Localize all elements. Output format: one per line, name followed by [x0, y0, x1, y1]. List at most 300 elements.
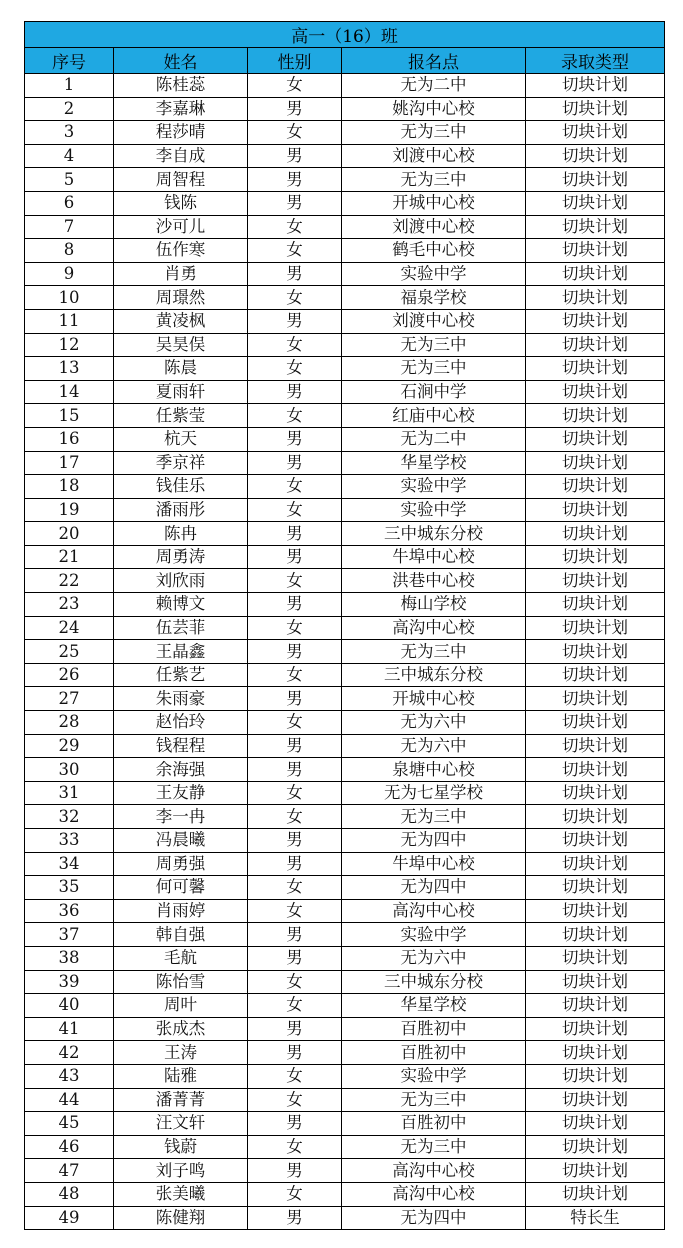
cell-name: 任紫莹	[114, 404, 248, 428]
cell-name: 周智程	[114, 168, 248, 192]
cell-admission-type: 切块计划	[526, 1182, 665, 1206]
cell-gender: 男	[248, 829, 342, 853]
table-row	[25, 144, 665, 168]
cell-gender: 女	[248, 781, 342, 805]
cell-admission-type: 切块计划	[526, 97, 665, 121]
cell-gender: 男	[248, 545, 342, 569]
cell-index: 17	[25, 451, 114, 475]
cell-name: 吴昊俣	[114, 333, 248, 357]
cell-admission-type: 切块计划	[526, 946, 665, 970]
cell-registration-site: 实验中学	[342, 1064, 526, 1088]
table-row	[25, 640, 665, 664]
cell-registration-site: 无为三中	[342, 805, 526, 829]
header-admission-type: 录取类型	[526, 48, 665, 74]
cell-registration-site: 无为三中	[342, 640, 526, 664]
cell-index: 5	[25, 168, 114, 192]
cell-admission-type: 切块计划	[526, 239, 665, 263]
table-row	[25, 899, 665, 923]
cell-registration-site: 无为二中	[342, 74, 526, 98]
cell-index: 10	[25, 286, 114, 310]
cell-registration-site: 实验中学	[342, 475, 526, 499]
cell-admission-type: 切块计划	[526, 687, 665, 711]
table-row	[25, 687, 665, 711]
cell-gender: 男	[248, 451, 342, 475]
cell-index: 23	[25, 593, 114, 617]
cell-index: 47	[25, 1159, 114, 1183]
cell-name: 潘雨彤	[114, 498, 248, 522]
cell-admission-type: 切块计划	[526, 121, 665, 145]
table-row	[25, 758, 665, 782]
cell-gender: 男	[248, 923, 342, 947]
cell-gender: 男	[248, 1206, 342, 1230]
cell-admission-type: 切块计划	[526, 427, 665, 451]
table-row	[25, 427, 665, 451]
cell-name: 陈冉	[114, 522, 248, 546]
cell-registration-site: 百胜初中	[342, 1112, 526, 1136]
cell-name: 夏雨轩	[114, 380, 248, 404]
cell-admission-type: 切块计划	[526, 1112, 665, 1136]
cell-name: 周璟然	[114, 286, 248, 310]
cell-index: 16	[25, 427, 114, 451]
cell-admission-type: 切块计划	[526, 498, 665, 522]
cell-registration-site: 姚沟中心校	[342, 97, 526, 121]
cell-gender: 女	[248, 711, 342, 735]
cell-gender: 男	[248, 1017, 342, 1041]
table-row	[25, 781, 665, 805]
cell-index: 7	[25, 215, 114, 239]
cell-admission-type: 切块计划	[526, 262, 665, 286]
cell-registration-site: 三中城东分校	[342, 663, 526, 687]
table-row	[25, 1182, 665, 1206]
cell-index: 35	[25, 876, 114, 900]
cell-admission-type: 切块计划	[526, 1135, 665, 1159]
cell-name: 陈桂蕊	[114, 74, 248, 98]
cell-gender: 女	[248, 994, 342, 1018]
cell-name: 钱佳乐	[114, 475, 248, 499]
cell-registration-site: 无为七星学校	[342, 781, 526, 805]
cell-name: 周勇强	[114, 852, 248, 876]
cell-gender: 女	[248, 616, 342, 640]
table-row	[25, 805, 665, 829]
table-row	[25, 1088, 665, 1112]
header-row	[25, 48, 665, 74]
cell-gender: 男	[248, 946, 342, 970]
table-row	[25, 1206, 665, 1230]
cell-registration-site: 开城中心校	[342, 191, 526, 215]
table-row	[25, 498, 665, 522]
cell-gender: 男	[248, 144, 342, 168]
cell-name: 李自成	[114, 144, 248, 168]
cell-name: 李一冉	[114, 805, 248, 829]
cell-name: 杭天	[114, 427, 248, 451]
cell-admission-type: 切块计划	[526, 475, 665, 499]
cell-name: 周勇涛	[114, 545, 248, 569]
cell-registration-site: 高沟中心校	[342, 616, 526, 640]
cell-index: 4	[25, 144, 114, 168]
cell-index: 31	[25, 781, 114, 805]
cell-index: 37	[25, 923, 114, 947]
cell-index: 30	[25, 758, 114, 782]
cell-index: 14	[25, 380, 114, 404]
cell-registration-site: 无为三中	[342, 1088, 526, 1112]
cell-registration-site: 无为四中	[342, 829, 526, 853]
cell-gender: 男	[248, 758, 342, 782]
cell-registration-site: 无为六中	[342, 946, 526, 970]
cell-gender: 男	[248, 380, 342, 404]
cell-name: 余海强	[114, 758, 248, 782]
cell-admission-type: 切块计划	[526, 852, 665, 876]
cell-index: 33	[25, 829, 114, 853]
cell-index: 9	[25, 262, 114, 286]
cell-name: 刘欣雨	[114, 569, 248, 593]
table-row	[25, 451, 665, 475]
cell-admission-type: 切块计划	[526, 168, 665, 192]
table-row	[25, 191, 665, 215]
cell-gender: 女	[248, 121, 342, 145]
table-row	[25, 262, 665, 286]
cell-registration-site: 高沟中心校	[342, 1182, 526, 1206]
cell-admission-type: 切块计划	[526, 215, 665, 239]
cell-index: 2	[25, 97, 114, 121]
table-row	[25, 215, 665, 239]
cell-name: 朱雨豪	[114, 687, 248, 711]
cell-admission-type: 切块计划	[526, 74, 665, 98]
cell-admission-type: 切块计划	[526, 451, 665, 475]
cell-name: 黄凌枫	[114, 309, 248, 333]
cell-index: 21	[25, 545, 114, 569]
cell-index: 13	[25, 357, 114, 381]
table-row	[25, 616, 665, 640]
cell-admission-type: 切块计划	[526, 357, 665, 381]
cell-gender: 女	[248, 1182, 342, 1206]
cell-registration-site: 无为六中	[342, 734, 526, 758]
table-row	[25, 1064, 665, 1088]
header-registration-site: 报名点	[342, 48, 526, 74]
cell-registration-site: 无为三中	[342, 333, 526, 357]
cell-registration-site: 红庙中心校	[342, 404, 526, 428]
cell-registration-site: 无为三中	[342, 1135, 526, 1159]
cell-registration-site: 百胜初中	[342, 1017, 526, 1041]
cell-name: 汪文轩	[114, 1112, 248, 1136]
table-row	[25, 333, 665, 357]
cell-registration-site: 牛埠中心校	[342, 545, 526, 569]
table-row	[25, 286, 665, 310]
cell-gender: 女	[248, 970, 342, 994]
cell-index: 18	[25, 475, 114, 499]
cell-registration-site: 百胜初中	[342, 1041, 526, 1065]
cell-gender: 女	[248, 1135, 342, 1159]
cell-admission-type: 切块计划	[526, 191, 665, 215]
roster-body	[25, 74, 665, 1230]
header-index: 序号	[25, 48, 114, 74]
cell-index: 11	[25, 309, 114, 333]
table-row	[25, 239, 665, 263]
cell-admission-type: 切块计划	[526, 545, 665, 569]
cell-registration-site: 梅山学校	[342, 593, 526, 617]
cell-name: 王涛	[114, 1041, 248, 1065]
header-name: 姓名	[114, 48, 248, 74]
cell-admission-type: 切块计划	[526, 640, 665, 664]
cell-admission-type: 切块计划	[526, 309, 665, 333]
cell-name: 任紫艺	[114, 663, 248, 687]
cell-gender: 女	[248, 899, 342, 923]
cell-index: 3	[25, 121, 114, 145]
cell-gender: 女	[248, 286, 342, 310]
cell-index: 41	[25, 1017, 114, 1041]
cell-admission-type: 切块计划	[526, 876, 665, 900]
cell-registration-site: 洪巷中心校	[342, 569, 526, 593]
cell-registration-site: 三中城东分校	[342, 522, 526, 546]
table-row	[25, 309, 665, 333]
table-row	[25, 970, 665, 994]
cell-admission-type: 切块计划	[526, 805, 665, 829]
cell-gender: 女	[248, 74, 342, 98]
cell-name: 伍作寒	[114, 239, 248, 263]
cell-index: 25	[25, 640, 114, 664]
cell-index: 48	[25, 1182, 114, 1206]
cell-gender: 男	[248, 687, 342, 711]
cell-gender: 女	[248, 569, 342, 593]
cell-gender: 男	[248, 522, 342, 546]
cell-registration-site: 鹤毛中心校	[342, 239, 526, 263]
cell-registration-site: 泉塘中心校	[342, 758, 526, 782]
table-row	[25, 852, 665, 876]
cell-index: 40	[25, 994, 114, 1018]
cell-admission-type: 切块计划	[526, 899, 665, 923]
cell-name: 陈晨	[114, 357, 248, 381]
cell-registration-site: 无为三中	[342, 357, 526, 381]
cell-gender: 女	[248, 404, 342, 428]
cell-index: 28	[25, 711, 114, 735]
cell-index: 19	[25, 498, 114, 522]
cell-name: 潘菁菁	[114, 1088, 248, 1112]
cell-gender: 女	[248, 239, 342, 263]
cell-registration-site: 刘渡中心校	[342, 215, 526, 239]
cell-registration-site: 实验中学	[342, 262, 526, 286]
cell-admission-type: 切块计划	[526, 711, 665, 735]
cell-index: 20	[25, 522, 114, 546]
table-title: 高一（16）班	[25, 22, 665, 48]
cell-gender: 女	[248, 357, 342, 381]
cell-name: 王友静	[114, 781, 248, 805]
cell-name: 陆雅	[114, 1064, 248, 1088]
cell-index: 12	[25, 333, 114, 357]
cell-name: 何可馨	[114, 876, 248, 900]
cell-index: 44	[25, 1088, 114, 1112]
cell-gender: 男	[248, 593, 342, 617]
table-row	[25, 357, 665, 381]
table-row	[25, 1159, 665, 1183]
class-roster-table	[24, 21, 665, 1230]
cell-admission-type: 切块计划	[526, 1064, 665, 1088]
cell-admission-type: 切块计划	[526, 781, 665, 805]
table-row	[25, 380, 665, 404]
cell-name: 肖雨婷	[114, 899, 248, 923]
cell-admission-type: 切块计划	[526, 970, 665, 994]
cell-index: 22	[25, 569, 114, 593]
table-row	[25, 711, 665, 735]
cell-index: 36	[25, 899, 114, 923]
table-row	[25, 663, 665, 687]
cell-gender: 女	[248, 215, 342, 239]
table-row	[25, 121, 665, 145]
cell-gender: 男	[248, 1112, 342, 1136]
cell-admission-type: 切块计划	[526, 1041, 665, 1065]
cell-admission-type: 切块计划	[526, 923, 665, 947]
cell-index: 24	[25, 616, 114, 640]
table-row	[25, 569, 665, 593]
cell-name: 张成杰	[114, 1017, 248, 1041]
cell-name: 周叶	[114, 994, 248, 1018]
cell-index: 49	[25, 1206, 114, 1230]
table-row	[25, 923, 665, 947]
table-row	[25, 593, 665, 617]
cell-admission-type: 特长生	[526, 1206, 665, 1230]
cell-index: 1	[25, 74, 114, 98]
cell-registration-site: 华星学校	[342, 994, 526, 1018]
cell-index: 29	[25, 734, 114, 758]
cell-name: 程莎晴	[114, 121, 248, 145]
cell-admission-type: 切块计划	[526, 286, 665, 310]
table-row	[25, 168, 665, 192]
cell-gender: 男	[248, 427, 342, 451]
cell-index: 26	[25, 663, 114, 687]
cell-name: 钱蔚	[114, 1135, 248, 1159]
cell-registration-site: 刘渡中心校	[342, 309, 526, 333]
cell-index: 45	[25, 1112, 114, 1136]
cell-index: 46	[25, 1135, 114, 1159]
cell-admission-type: 切块计划	[526, 593, 665, 617]
header-gender: 性别	[248, 48, 342, 74]
cell-name: 肖勇	[114, 262, 248, 286]
cell-registration-site: 华星学校	[342, 451, 526, 475]
title-row	[25, 22, 665, 48]
table-row	[25, 946, 665, 970]
cell-admission-type: 切块计划	[526, 404, 665, 428]
cell-admission-type: 切块计划	[526, 380, 665, 404]
cell-gender: 女	[248, 805, 342, 829]
cell-gender: 女	[248, 663, 342, 687]
cell-registration-site: 无为三中	[342, 121, 526, 145]
cell-registration-site: 实验中学	[342, 923, 526, 947]
cell-gender: 男	[248, 168, 342, 192]
cell-index: 38	[25, 946, 114, 970]
cell-name: 陈健翔	[114, 1206, 248, 1230]
cell-gender: 男	[248, 640, 342, 664]
table-row	[25, 1017, 665, 1041]
cell-name: 李嘉琳	[114, 97, 248, 121]
cell-admission-type: 切块计划	[526, 994, 665, 1018]
cell-admission-type: 切块计划	[526, 663, 665, 687]
cell-index: 6	[25, 191, 114, 215]
cell-registration-site: 福泉学校	[342, 286, 526, 310]
cell-registration-site: 无为二中	[342, 427, 526, 451]
cell-gender: 男	[248, 309, 342, 333]
table-row	[25, 734, 665, 758]
cell-registration-site: 刘渡中心校	[342, 144, 526, 168]
cell-registration-site: 无为六中	[342, 711, 526, 735]
table-row	[25, 475, 665, 499]
cell-admission-type: 切块计划	[526, 522, 665, 546]
table-row	[25, 829, 665, 853]
cell-gender: 女	[248, 333, 342, 357]
table-row	[25, 1041, 665, 1065]
cell-registration-site: 无为四中	[342, 1206, 526, 1230]
cell-name: 刘子鸣	[114, 1159, 248, 1183]
cell-registration-site: 三中城东分校	[342, 970, 526, 994]
cell-registration-site: 无为三中	[342, 168, 526, 192]
cell-admission-type: 切块计划	[526, 569, 665, 593]
cell-admission-type: 切块计划	[526, 1017, 665, 1041]
cell-gender: 男	[248, 191, 342, 215]
table-row	[25, 1112, 665, 1136]
cell-admission-type: 切块计划	[526, 758, 665, 782]
cell-name: 钱程程	[114, 734, 248, 758]
cell-admission-type: 切块计划	[526, 1088, 665, 1112]
cell-registration-site: 无为四中	[342, 876, 526, 900]
cell-name: 伍芸菲	[114, 616, 248, 640]
cell-registration-site: 高沟中心校	[342, 899, 526, 923]
cell-registration-site: 高沟中心校	[342, 1159, 526, 1183]
cell-gender: 男	[248, 1041, 342, 1065]
cell-gender: 女	[248, 498, 342, 522]
cell-name: 赖博文	[114, 593, 248, 617]
cell-name: 毛航	[114, 946, 248, 970]
cell-admission-type: 切块计划	[526, 1159, 665, 1183]
cell-registration-site: 实验中学	[342, 498, 526, 522]
cell-name: 王晶鑫	[114, 640, 248, 664]
table-row	[25, 522, 665, 546]
cell-admission-type: 切块计划	[526, 829, 665, 853]
cell-index: 39	[25, 970, 114, 994]
table-row	[25, 97, 665, 121]
cell-gender: 男	[248, 262, 342, 286]
cell-gender: 男	[248, 1159, 342, 1183]
table-row	[25, 1135, 665, 1159]
cell-index: 34	[25, 852, 114, 876]
cell-name: 张美曦	[114, 1182, 248, 1206]
cell-name: 季京祥	[114, 451, 248, 475]
cell-gender: 女	[248, 876, 342, 900]
cell-name: 陈怡雪	[114, 970, 248, 994]
cell-name: 钱陈	[114, 191, 248, 215]
cell-gender: 女	[248, 1064, 342, 1088]
cell-admission-type: 切块计划	[526, 333, 665, 357]
cell-index: 42	[25, 1041, 114, 1065]
cell-admission-type: 切块计划	[526, 144, 665, 168]
cell-admission-type: 切块计划	[526, 616, 665, 640]
cell-name: 韩自强	[114, 923, 248, 947]
cell-index: 8	[25, 239, 114, 263]
table-row	[25, 74, 665, 98]
cell-name: 赵怡玲	[114, 711, 248, 735]
table-row	[25, 876, 665, 900]
cell-index: 27	[25, 687, 114, 711]
cell-name: 沙可儿	[114, 215, 248, 239]
cell-registration-site: 石涧中学	[342, 380, 526, 404]
cell-gender: 男	[248, 97, 342, 121]
table-row	[25, 994, 665, 1018]
cell-name: 冯晨曦	[114, 829, 248, 853]
cell-gender: 女	[248, 475, 342, 499]
table-row	[25, 545, 665, 569]
cell-gender: 女	[248, 1088, 342, 1112]
cell-index: 43	[25, 1064, 114, 1088]
roster-sheet	[24, 21, 664, 1230]
cell-gender: 男	[248, 734, 342, 758]
cell-admission-type: 切块计划	[526, 734, 665, 758]
cell-index: 15	[25, 404, 114, 428]
